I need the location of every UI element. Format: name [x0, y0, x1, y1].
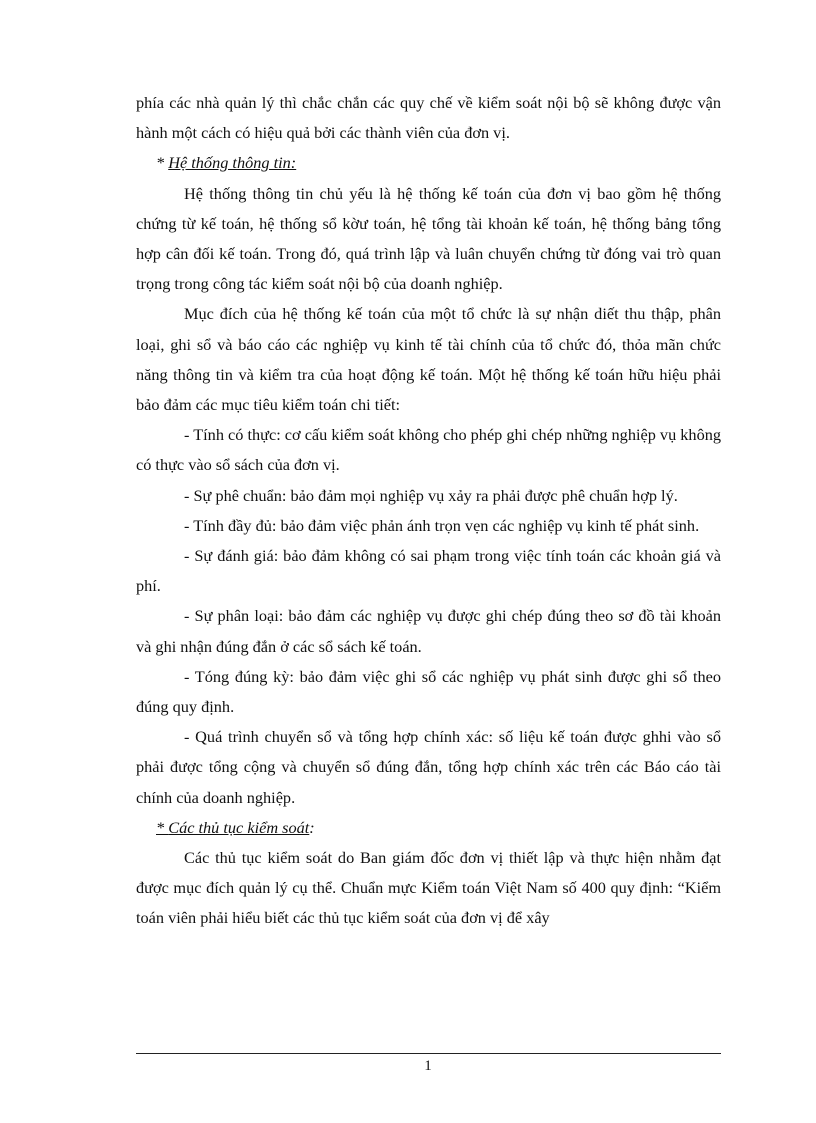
paragraph: Hệ thống thông tin chủ yếu là hệ thống kế toán của đơn vị bao gồm hệ thống chứng từ kế toán, hệ thống sổ kờư toán, hệ tổng tài khoản kế toán, hệ thống bảng tổng hợp cân đối kế toán. Trong đó, quá trình lập và luân chuyển chứng từ đóng vai trò quan trọng trong công tác kiểm soát nội bộ của doanh nghiệp.	[136, 183, 721, 294]
list-item: - Tính đầy đủ: bảo đảm việc phản ánh trọn vẹn các nghiệp vụ kinh tế phát sinh.	[184, 515, 700, 535]
section-heading-information-system	[136, 148, 721, 178]
heading-prefix: *	[156, 817, 169, 837]
section-heading-control-procedures	[136, 813, 721, 843]
paragraph: Mục đích của hệ thống kế toán của một tổ chức là sự nhận diết thu thập, phân loại, ghi sổ và báo cáo các nghiệp vụ kinh tế tài chính của tổ chức đó, thỏa mãn chức năng thông tin và kiểm tra của hoạt động kế toán. Một hệ thống kế toán hữu hiệu phải bảo đảm các mục tiêu kiểm toán chi tiết:	[136, 304, 721, 415]
list-item: - Sự phân loại: bảo đảm các nghiệp vụ được ghi chép đúng theo sơ đồ tài khoản và ghi nhận đúng đắn ở các sổ sách kế toán.	[136, 606, 721, 656]
heading-text: Hệ thống thông tin:	[168, 153, 297, 173]
page-footer	[0, 1058, 816, 1075]
list-item: - Sự đánh giá: bảo đảm không có sai phạm trong việc tính toán các khoản giá và phí.	[136, 546, 721, 596]
heading-text: Các thủ tục kiểm soát	[168, 817, 310, 837]
document-body	[136, 88, 721, 934]
list-item: - Sự phê chuẩn: bảo đảm mọi nghiệp vụ xảy ra phải được phê chuẩn hợp lý.	[184, 485, 678, 505]
paragraph: phía các nhà quản lý thì chắc chắn các quy chế về kiểm soát nội bộ sẽ không được vận hành một cách có hiệu quả bởi các thành viên của đơn vị.	[136, 93, 721, 143]
footer-divider	[136, 1053, 721, 1054]
page-number: 1	[424, 1058, 432, 1074]
list-item: - Tóng đúng kỳ: bảo đảm việc ghi sổ các nghiệp vụ phát sinh được ghi sổ theo đúng quy định.	[136, 666, 721, 717]
paragraph: Các thủ tục kiểm soát do Ban giám đốc đơn vị thiết lập và thực hiện nhằm đạt được mục đích quản lý cụ thể. Chuẩn mực Kiểm toán Việt Nam số 400 quy định: “Kiểm toán viên phải hiểu biết các thủ tục kiểm soát của đơn vị để xây	[136, 848, 721, 928]
list-item: - Quá trình chuyển sổ và tổng hợp chính xác: số liệu kế toán được ghhi vào sổ phải được tổng cộng và chuyển sổ đúng đắn, tổng hợp chính xác trên các Báo cáo tài chính của doanh nghiệp.	[136, 727, 721, 807]
heading-prefix: *	[156, 153, 169, 173]
list-item: - Tính có thực: cơ cấu kiểm soát không cho phép ghi chép những nghiệp vụ không có thực vào sổ sách của đơn vị.	[136, 425, 721, 475]
heading-suffix: :	[309, 817, 315, 837]
